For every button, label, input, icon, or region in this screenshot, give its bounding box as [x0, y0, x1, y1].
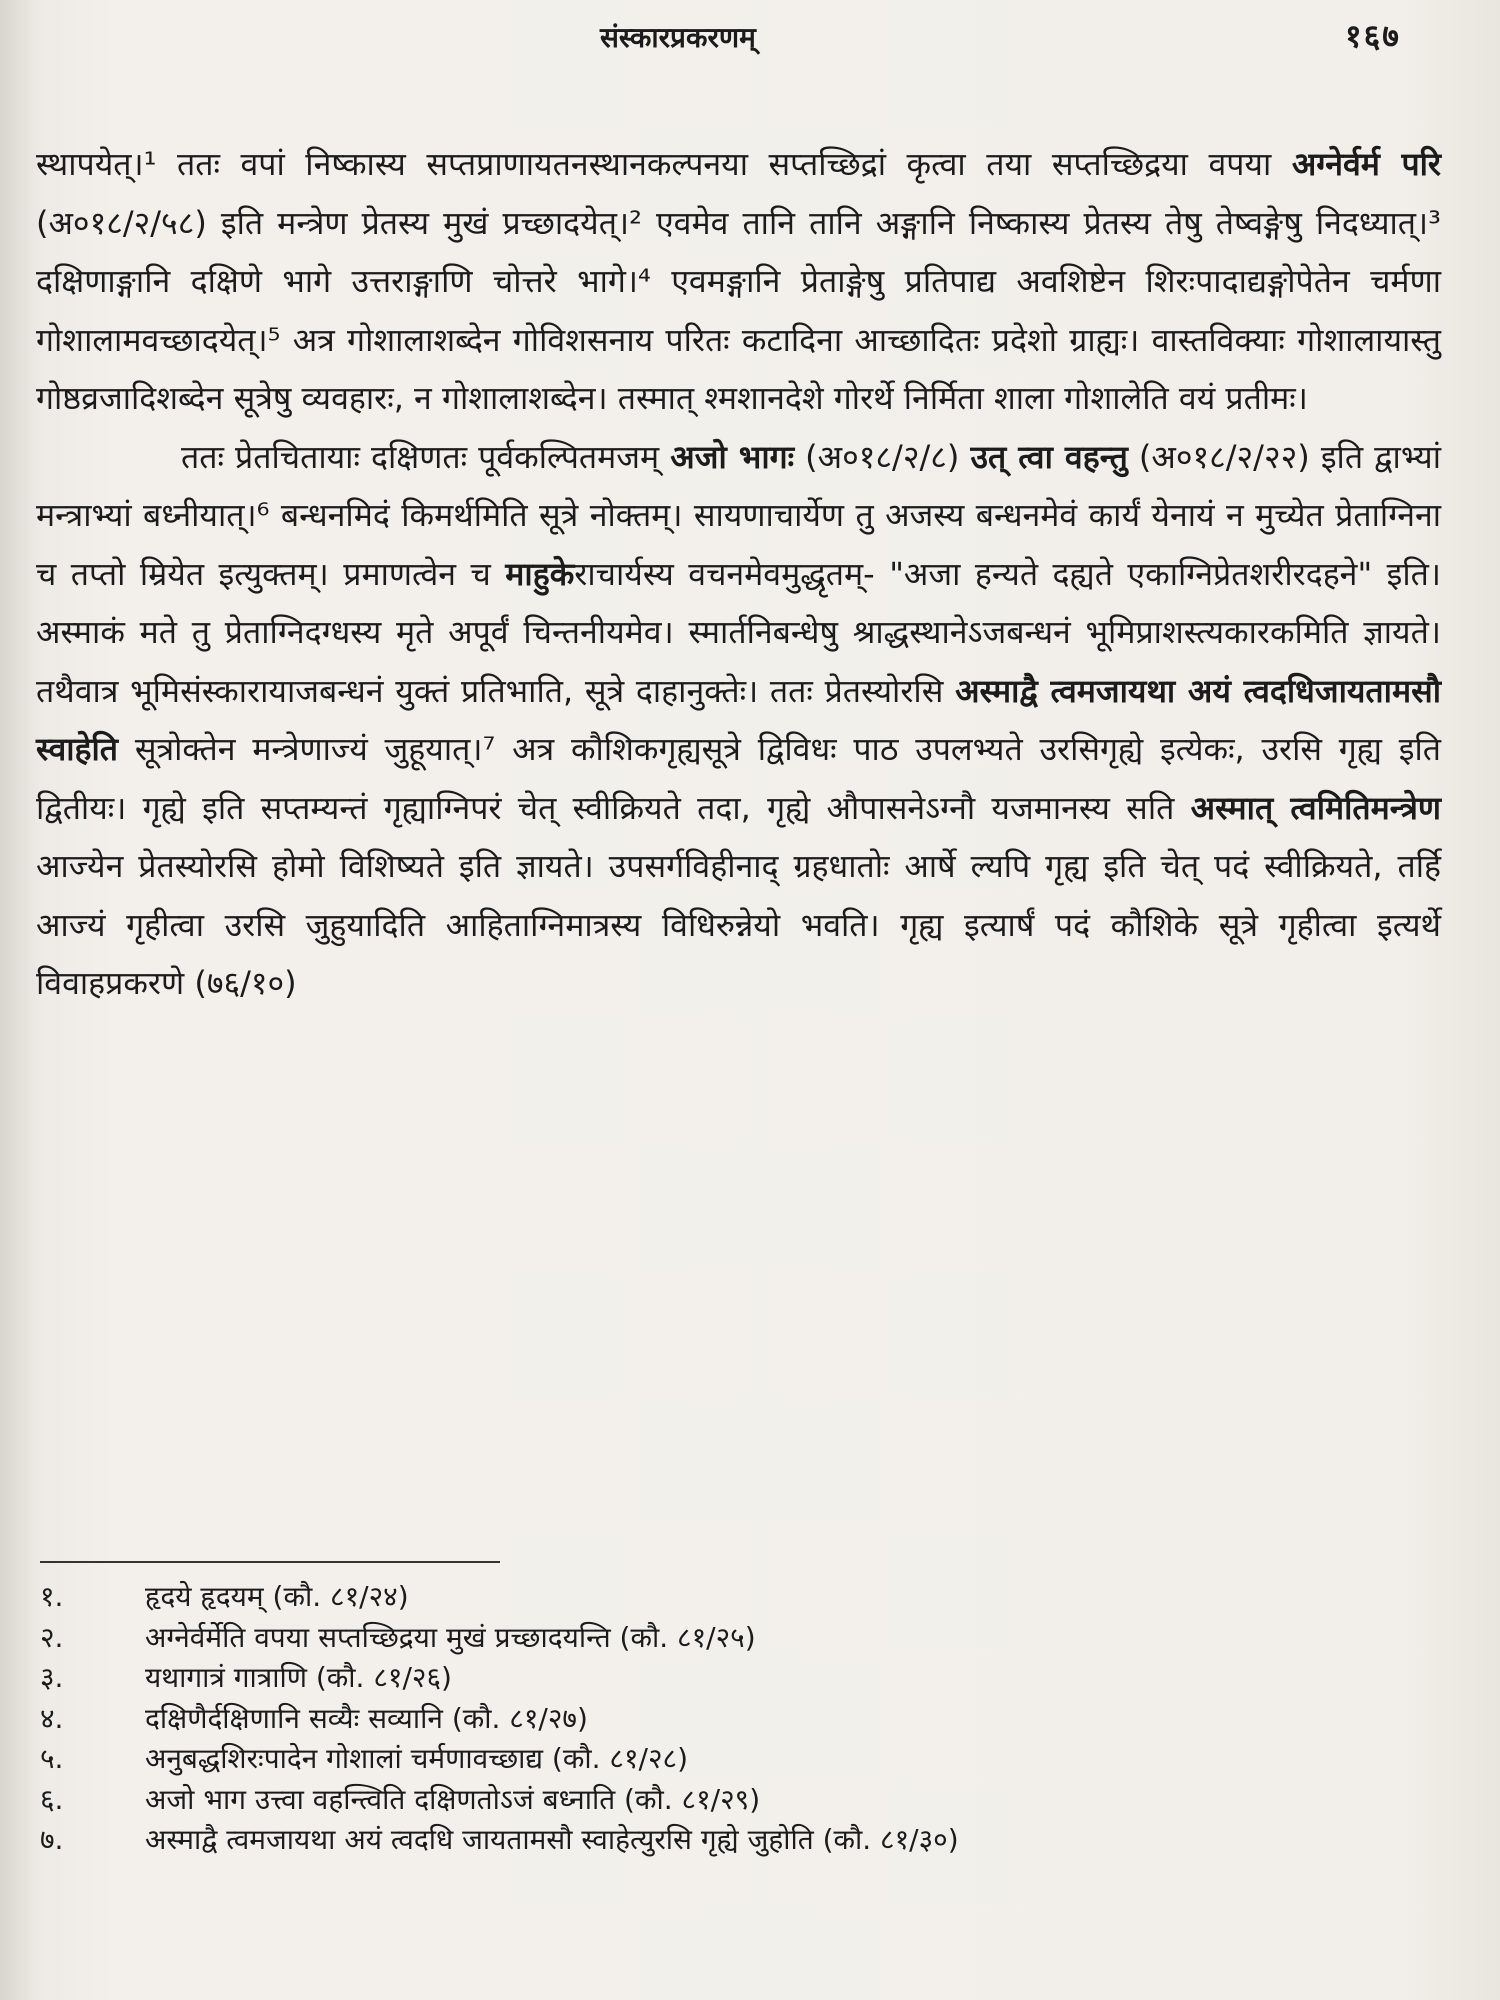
- footnote-text: हृदये हृदयम् (कौ. ८१/२४): [145, 1580, 409, 1613]
- text-run: (अ०१८/२/८): [794, 437, 971, 476]
- footnotes: [40, 1577, 1440, 1861]
- paragraph-1: [36, 135, 1441, 428]
- footnote-text: अस्माद्वै त्वमजायथा अयं त्वदधि जायतामसौ स्वाहेत्युरसि गृह्ये जुहोति (कौ. ८१/३०): [145, 1823, 959, 1856]
- footnote-number: ४.: [40, 1701, 64, 1735]
- footnote-number: १.: [40, 1580, 64, 1613]
- footnote-number: ६.: [40, 1782, 64, 1816]
- text-run: राचार्यस्य वचनमेवमुद्धृतम्- "अजा हन्यते दह्यते एकाग्निप्रेतशरीरदहने" इति। अस्माकं मते तु प्रेताग्निदग्धस्य मृते अपूर्वं चिन्तनीयमेव। स्मार्तनिबन्धेषु श्राद्धस्थानेऽजबन्धनं भूमिप्राशस्त्यकारकमिति ज्ञायते। तथैवात्र भूमिसंस्कारायाजबन्धनं युक्तं प्रतिभाति, सूत्रे दाहानुक्तेः। ततः प्रेतस्योरसि: [36, 554, 1441, 710]
- page-number: १६७: [1345, 17, 1401, 55]
- text-run: आज्येन प्रेतस्योरसि होमो विशिष्यते इति ज्ञायते। उपसर्गविहीनाद् ग्रहधातोः आर्षे ल्यपि गृह्य इति चेत् पदं स्वीक्रियते, तर्हि आज्यं गृहीत्वा उरसि जुहुयादिति आहिताग्निमात्रस्य विधिरुन्नेयो भवति। गृह्य इत्यार्षं पदं कौशिके सूत्रे गृहीत्वा इत्यर्थे विवाहप्रकरणे (७६/१०): [36, 847, 1441, 1002]
- footnote-item: [40, 1577, 1440, 1618]
- text-run: (अ०१८/२/५८) इति मन्त्रेण प्रेतस्य मुखं प्रच्छादयेत्।² एवमेव तानि तानि अङ्गानि निष्कास्य प्रेतस्य तेषु तेष्वङ्गेषु निदध्यात्।³ दक्षिणाङ्गानि दक्षिणे भागे उत्तराङ्गाणि चोत्तरे भागे।⁴ एवमङ्गानि प्रेताङ्गेषु प्रतिपाद्य अवशिष्टेन शिरःपादाद्यङ्गोपेतेन चर्मणा गोशालामवच्छादयेत्।⁵ अत्र गोशालाशब्देन गोविशसनाय परितः कटादिना आच्छादितः प्रदेशो ग्राह्यः। वास्तविक्याः गोशालायास्तु गोष्ठव्रजादिशब्देन सूत्रेषु व्यवहारः, न गोशालाशब्देन। तस्मात् श्मशानदेशे गोरर्थे निर्मिता शाला गोशालेति वयं प्रतीमः।: [36, 203, 1441, 417]
- text-run: स्थापयेत्।¹ ततः वपां निष्कास्य सप्तप्राणायतनस्थानकल्पनया सप्तच्छिद्रां कृत्वा तया सप्तच्छिद्रया वपया: [36, 145, 1292, 183]
- footnote-number: २.: [40, 1620, 64, 1654]
- footnote-item: [40, 1699, 1440, 1740]
- footnote-number: ७.: [40, 1823, 64, 1856]
- mantra-bold: अस्मात् त्वमितिमन्त्रेण: [1190, 788, 1441, 827]
- text-run: (अ०१८/२/२२) इति द्वाभ्यां मन्त्राभ्यां बध्नीयात्।⁶ बन्धनमिदं किमर्थमिति सूत्रे नोक्तम्। सायणाचार्येण तु अजस्य बन्धनमेवं कार्यं येनायं न मुच्येत प्रेताग्निना च तप्तो म्रियेत इत्युक्तम्। प्रमाणत्वेन च: [36, 437, 1441, 593]
- footnote-text: अजो भाग उत्त्वा वहन्त्विति दक्षिणतोऽजं बध्नाति (कौ. ८१/२९): [145, 1782, 761, 1816]
- footnote-text: अनुबद्धशिरःपादेन गोशालां चर्मणावच्छाद्य (कौ. ८१/२८): [145, 1742, 688, 1775]
- page-header: [0, 14, 1500, 64]
- footnote-number: ३.: [40, 1661, 64, 1694]
- mantra-bold: अजो भागः: [670, 437, 795, 476]
- paragraph-2: [36, 428, 1441, 1013]
- mantra-bold: अग्नेर्वर्म परि: [1291, 145, 1441, 183]
- footnote-item: [40, 1780, 1440, 1821]
- running-title: संस्कारप्रकरणम्: [600, 21, 756, 54]
- name-bold: माहुके: [505, 554, 575, 593]
- footnote-item: [40, 1820, 1440, 1861]
- footnote-text: यथागात्रं गात्राणि (कौ. ८१/२६): [145, 1661, 452, 1694]
- footnote-divider: [40, 1561, 500, 1563]
- mantra-bold: अस्माद्वै त्वमजायथा अयं त्वदधिजायतामसौ स्वाहेति: [36, 671, 1441, 768]
- footnote-text: अग्नेर्वर्मेति वपया सप्तच्छिद्रया मुखं प्रच्छादयन्ति (कौ. ८१/२५): [145, 1620, 756, 1654]
- footnote-item: [40, 1739, 1440, 1780]
- mantra-bold: उत् त्वा वहन्तु: [970, 437, 1128, 476]
- footnote-item: [40, 1618, 1440, 1659]
- footnote-number: ५.: [40, 1742, 64, 1775]
- footnote-text: दक्षिणैर्दक्षिणानि सव्यैः सव्यानि (कौ. ८१/२७): [145, 1701, 588, 1735]
- body-text: [36, 135, 1441, 1013]
- text-run: सूत्रोक्तेन मन्त्रेणाज्यं जुहूयात्।⁷ अत्र कौशिकगृह्यसूत्रे द्विविधः पाठ उपलभ्यते उरसिगृह्ये इत्येकः, उरसि गृह्य इति द्वितीयः। गृह्ये इति सप्तम्यन्तं गृह्याग्निपरं चेत् स्वीक्रियते तदा, गृह्ये औपासनेऽग्नौ यजमानस्य सति: [36, 730, 1441, 827]
- footnote-item: [40, 1658, 1440, 1699]
- text-run: ततः प्रेतचितायाः दक्षिणतः पूर्वकल्पितमजम्: [181, 437, 671, 476]
